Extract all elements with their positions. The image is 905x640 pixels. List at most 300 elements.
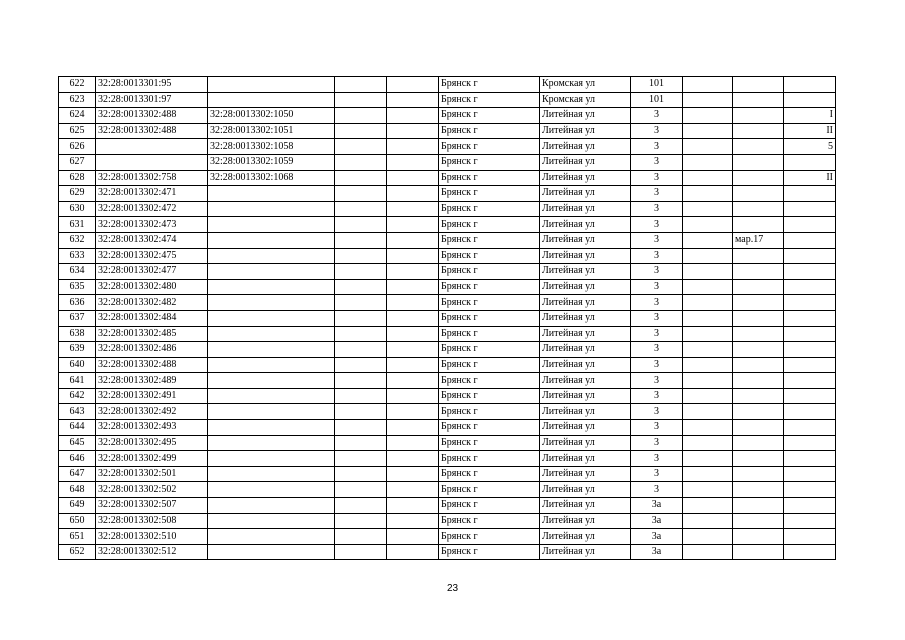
table-row bbox=[59, 342, 836, 358]
cell-row-number: 652 bbox=[59, 544, 96, 560]
cell-sub-cadastral-number bbox=[208, 513, 335, 529]
cell-sub-cadastral-number bbox=[208, 232, 335, 248]
cell-empty-col-b bbox=[387, 217, 439, 233]
cell-row-number: 637 bbox=[59, 310, 96, 326]
cell-street: Литейная ул bbox=[540, 342, 631, 358]
cell-city: Брянск г bbox=[439, 482, 540, 498]
cell-row-number: 625 bbox=[59, 123, 96, 139]
table-row bbox=[59, 388, 836, 404]
cell-building bbox=[683, 201, 733, 217]
cell-building bbox=[683, 513, 733, 529]
cell-building bbox=[683, 154, 733, 170]
cell-empty-col-b bbox=[387, 420, 439, 436]
cell-row-number: 626 bbox=[59, 139, 96, 155]
cell-building bbox=[683, 326, 733, 342]
cell-empty-col-a bbox=[335, 435, 387, 451]
cell-empty-col-b bbox=[387, 123, 439, 139]
table-row bbox=[59, 232, 836, 248]
cell-cadastral-number bbox=[96, 154, 208, 170]
cell-row-number: 624 bbox=[59, 108, 96, 124]
cell-apartment bbox=[733, 482, 784, 498]
cell-cadastral-number: 32:28:0013302:482 bbox=[96, 295, 208, 311]
cell-apartment bbox=[733, 342, 784, 358]
page-number: 23 bbox=[446, 583, 459, 594]
cell-sub-cadastral-number bbox=[208, 388, 335, 404]
cell-sub-cadastral-number bbox=[208, 357, 335, 373]
cell-sub-cadastral-number bbox=[208, 529, 335, 545]
cell-apartment bbox=[733, 295, 784, 311]
cell-house-number: 3 bbox=[631, 170, 683, 186]
cell-empty-col-b bbox=[387, 373, 439, 389]
cell-cadastral-number: 32:28:0013302:480 bbox=[96, 279, 208, 295]
cell-sub-cadastral-number bbox=[208, 310, 335, 326]
cell-empty-col-b bbox=[387, 77, 439, 93]
cell-empty-col-a bbox=[335, 529, 387, 545]
cell-house-number: 3 bbox=[631, 326, 683, 342]
cell-cadastral-number: 32:28:0013302:499 bbox=[96, 451, 208, 467]
cell-city: Брянск г bbox=[439, 435, 540, 451]
cell-house-number: 101 bbox=[631, 92, 683, 108]
cell-cadastral-number: 32:28:0013302:486 bbox=[96, 342, 208, 358]
table-row bbox=[59, 373, 836, 389]
cell-empty-col-a bbox=[335, 513, 387, 529]
cell-row-number: 650 bbox=[59, 513, 96, 529]
cell-street: Литейная ул bbox=[540, 310, 631, 326]
cell-house-number: 3 bbox=[631, 388, 683, 404]
cell-street: Литейная ул bbox=[540, 170, 631, 186]
cell-street: Литейная ул bbox=[540, 279, 631, 295]
cell-cadastral-number: 32:28:0013302:758 bbox=[96, 170, 208, 186]
cell-apartment bbox=[733, 420, 784, 436]
cell-empty-col-a bbox=[335, 295, 387, 311]
cell-building bbox=[683, 357, 733, 373]
cell-sub-cadastral-number bbox=[208, 420, 335, 436]
cell-city: Брянск г bbox=[439, 264, 540, 280]
cell-apartment bbox=[733, 279, 784, 295]
cell-empty-col-b bbox=[387, 154, 439, 170]
cell-empty-col-a bbox=[335, 154, 387, 170]
cell-empty-col-b bbox=[387, 170, 439, 186]
cell-premises: II bbox=[784, 123, 836, 139]
cell-sub-cadastral-number bbox=[208, 482, 335, 498]
cell-house-number: 3 bbox=[631, 310, 683, 326]
table-row bbox=[59, 420, 836, 436]
cell-building bbox=[683, 388, 733, 404]
cell-sub-cadastral-number bbox=[208, 373, 335, 389]
cell-empty-col-b bbox=[387, 295, 439, 311]
table-row bbox=[59, 404, 836, 420]
cell-house-number: 3 bbox=[631, 232, 683, 248]
cell-street: Кромская ул bbox=[540, 92, 631, 108]
cell-street: Литейная ул bbox=[540, 513, 631, 529]
cell-city: Брянск г bbox=[439, 466, 540, 482]
cell-apartment bbox=[733, 513, 784, 529]
cell-street: Литейная ул bbox=[540, 139, 631, 155]
cell-city: Брянск г bbox=[439, 513, 540, 529]
cell-house-number: 3 bbox=[631, 186, 683, 202]
cell-street: Литейная ул bbox=[540, 451, 631, 467]
cell-city: Брянск г bbox=[439, 154, 540, 170]
cell-apartment bbox=[733, 123, 784, 139]
cell-street: Литейная ул bbox=[540, 217, 631, 233]
cell-empty-col-b bbox=[387, 466, 439, 482]
cell-building bbox=[683, 77, 733, 93]
cell-empty-col-a bbox=[335, 248, 387, 264]
cell-street: Литейная ул bbox=[540, 498, 631, 514]
cell-empty-col-a bbox=[335, 186, 387, 202]
cell-cadastral-number: 32:28:0013302:493 bbox=[96, 420, 208, 436]
table-row bbox=[59, 201, 836, 217]
cell-apartment bbox=[733, 248, 784, 264]
cell-building bbox=[683, 170, 733, 186]
cell-sub-cadastral-number bbox=[208, 435, 335, 451]
cell-empty-col-a bbox=[335, 326, 387, 342]
cell-sub-cadastral-number: 32:28:0013302:1050 bbox=[208, 108, 335, 124]
cell-empty-col-a bbox=[335, 373, 387, 389]
cell-row-number: 633 bbox=[59, 248, 96, 264]
cell-street: Литейная ул bbox=[540, 435, 631, 451]
cell-city: Брянск г bbox=[439, 544, 540, 560]
cell-premises bbox=[784, 248, 836, 264]
cell-house-number: 3 bbox=[631, 108, 683, 124]
cell-cadastral-number: 32:28:0013302:489 bbox=[96, 373, 208, 389]
cell-row-number: 627 bbox=[59, 154, 96, 170]
cell-city: Брянск г bbox=[439, 77, 540, 93]
table-row bbox=[59, 498, 836, 514]
cell-house-number: 3 bbox=[631, 420, 683, 436]
cell-premises bbox=[784, 217, 836, 233]
cell-city: Брянск г bbox=[439, 248, 540, 264]
table-body bbox=[59, 77, 836, 560]
cell-street: Литейная ул bbox=[540, 108, 631, 124]
cell-building bbox=[683, 139, 733, 155]
cell-house-number: 3а bbox=[631, 498, 683, 514]
cell-empty-col-b bbox=[387, 201, 439, 217]
cell-empty-col-a bbox=[335, 264, 387, 280]
cell-building bbox=[683, 92, 733, 108]
property-register-table bbox=[58, 76, 836, 560]
cell-house-number: 3 bbox=[631, 139, 683, 155]
cell-premises bbox=[784, 186, 836, 202]
cell-apartment bbox=[733, 264, 784, 280]
cell-building bbox=[683, 217, 733, 233]
cell-sub-cadastral-number: 32:28:0013302:1058 bbox=[208, 139, 335, 155]
cell-empty-col-a bbox=[335, 482, 387, 498]
cell-street: Литейная ул bbox=[540, 482, 631, 498]
cell-sub-cadastral-number: 32:28:0013302:1051 bbox=[208, 123, 335, 139]
cell-building bbox=[683, 498, 733, 514]
cell-cadastral-number: 32:28:0013302:501 bbox=[96, 466, 208, 482]
table-row bbox=[59, 482, 836, 498]
cell-premises bbox=[784, 310, 836, 326]
cell-apartment bbox=[733, 466, 784, 482]
cell-cadastral-number: 32:28:0013302:484 bbox=[96, 310, 208, 326]
table-row bbox=[59, 170, 836, 186]
cell-cadastral-number bbox=[96, 139, 208, 155]
table-row bbox=[59, 451, 836, 467]
cell-building bbox=[683, 544, 733, 560]
table-row bbox=[59, 466, 836, 482]
cell-row-number: 631 bbox=[59, 217, 96, 233]
cell-cadastral-number: 32:28:0013302:488 bbox=[96, 123, 208, 139]
cell-building bbox=[683, 420, 733, 436]
cell-building bbox=[683, 373, 733, 389]
table-row bbox=[59, 186, 836, 202]
cell-house-number: 3 bbox=[631, 123, 683, 139]
cell-premises bbox=[784, 201, 836, 217]
cell-apartment bbox=[733, 451, 784, 467]
cell-house-number: 3а bbox=[631, 529, 683, 545]
cell-cadastral-number: 32:28:0013302:473 bbox=[96, 217, 208, 233]
cell-empty-col-b bbox=[387, 342, 439, 358]
table-row bbox=[59, 544, 836, 560]
cell-premises bbox=[784, 420, 836, 436]
cell-city: Брянск г bbox=[439, 420, 540, 436]
cell-city: Брянск г bbox=[439, 170, 540, 186]
cell-city: Брянск г bbox=[439, 498, 540, 514]
cell-empty-col-b bbox=[387, 482, 439, 498]
cell-apartment bbox=[733, 326, 784, 342]
table-row bbox=[59, 357, 836, 373]
cell-city: Брянск г bbox=[439, 295, 540, 311]
cell-empty-col-a bbox=[335, 232, 387, 248]
cell-empty-col-b bbox=[387, 232, 439, 248]
cell-row-number: 628 bbox=[59, 170, 96, 186]
cell-cadastral-number: 32:28:0013302:474 bbox=[96, 232, 208, 248]
cell-city: Брянск г bbox=[439, 529, 540, 545]
cell-row-number: 636 bbox=[59, 295, 96, 311]
cell-empty-col-b bbox=[387, 357, 439, 373]
cell-apartment bbox=[733, 357, 784, 373]
table-row bbox=[59, 139, 836, 155]
cell-house-number: 101 bbox=[631, 77, 683, 93]
cell-city: Брянск г bbox=[439, 123, 540, 139]
cell-premises: I bbox=[784, 108, 836, 124]
cell-cadastral-number: 32:28:0013302:488 bbox=[96, 357, 208, 373]
cell-street: Литейная ул bbox=[540, 529, 631, 545]
cell-empty-col-a bbox=[335, 498, 387, 514]
cell-empty-col-a bbox=[335, 357, 387, 373]
table-row bbox=[59, 310, 836, 326]
cell-sub-cadastral-number bbox=[208, 77, 335, 93]
cell-city: Брянск г bbox=[439, 108, 540, 124]
cell-street: Кромская ул bbox=[540, 77, 631, 93]
cell-premises bbox=[784, 77, 836, 93]
cell-empty-col-b bbox=[387, 139, 439, 155]
cell-city: Брянск г bbox=[439, 310, 540, 326]
cell-street: Литейная ул bbox=[540, 201, 631, 217]
table-row bbox=[59, 92, 836, 108]
cell-sub-cadastral-number bbox=[208, 342, 335, 358]
cell-row-number: 641 bbox=[59, 373, 96, 389]
cell-sub-cadastral-number bbox=[208, 92, 335, 108]
cell-apartment bbox=[733, 170, 784, 186]
cell-premises bbox=[784, 279, 836, 295]
cell-building bbox=[683, 342, 733, 358]
cell-city: Брянск г bbox=[439, 404, 540, 420]
cell-row-number: 651 bbox=[59, 529, 96, 545]
cell-house-number: 3 bbox=[631, 217, 683, 233]
cell-cadastral-number: 32:28:0013302:502 bbox=[96, 482, 208, 498]
cell-sub-cadastral-number bbox=[208, 201, 335, 217]
cell-empty-col-b bbox=[387, 108, 439, 124]
cell-empty-col-b bbox=[387, 264, 439, 280]
cell-house-number: 3 bbox=[631, 482, 683, 498]
cell-city: Брянск г bbox=[439, 326, 540, 342]
cell-building bbox=[683, 248, 733, 264]
cell-empty-col-a bbox=[335, 466, 387, 482]
cell-building bbox=[683, 295, 733, 311]
cell-street: Литейная ул bbox=[540, 544, 631, 560]
cell-sub-cadastral-number bbox=[208, 451, 335, 467]
table-row bbox=[59, 123, 836, 139]
cell-premises bbox=[784, 482, 836, 498]
table-row bbox=[59, 154, 836, 170]
table-row bbox=[59, 513, 836, 529]
cell-empty-col-b bbox=[387, 92, 439, 108]
cell-city: Брянск г bbox=[439, 357, 540, 373]
cell-cadastral-number: 32:28:0013302:471 bbox=[96, 186, 208, 202]
cell-street: Литейная ул bbox=[540, 248, 631, 264]
cell-apartment: мар.17 bbox=[733, 232, 784, 248]
cell-premises bbox=[784, 264, 836, 280]
cell-cadastral-number: 32:28:0013302:488 bbox=[96, 108, 208, 124]
cell-premises: II bbox=[784, 170, 836, 186]
cell-apartment bbox=[733, 217, 784, 233]
cell-row-number: 642 bbox=[59, 388, 96, 404]
cell-city: Брянск г bbox=[439, 217, 540, 233]
cell-house-number: 3 bbox=[631, 466, 683, 482]
cell-street: Литейная ул bbox=[540, 326, 631, 342]
cell-house-number: 3 bbox=[631, 342, 683, 358]
cell-city: Брянск г bbox=[439, 279, 540, 295]
cell-apartment bbox=[733, 404, 784, 420]
table-row bbox=[59, 77, 836, 93]
cell-sub-cadastral-number bbox=[208, 248, 335, 264]
table-row bbox=[59, 529, 836, 545]
cell-house-number: 3 bbox=[631, 248, 683, 264]
cell-empty-col-b bbox=[387, 326, 439, 342]
cell-city: Брянск г bbox=[439, 451, 540, 467]
cell-cadastral-number: 32:28:0013302:475 bbox=[96, 248, 208, 264]
cell-premises bbox=[784, 435, 836, 451]
cell-sub-cadastral-number bbox=[208, 326, 335, 342]
cell-apartment bbox=[733, 201, 784, 217]
cell-building bbox=[683, 482, 733, 498]
cell-house-number: 3 bbox=[631, 451, 683, 467]
cell-empty-col-b bbox=[387, 498, 439, 514]
table-row bbox=[59, 217, 836, 233]
cell-empty-col-a bbox=[335, 310, 387, 326]
cell-street: Литейная ул bbox=[540, 264, 631, 280]
cell-empty-col-a bbox=[335, 201, 387, 217]
cell-apartment bbox=[733, 139, 784, 155]
cell-apartment bbox=[733, 388, 784, 404]
cell-apartment bbox=[733, 435, 784, 451]
cell-empty-col-a bbox=[335, 123, 387, 139]
cell-city: Брянск г bbox=[439, 139, 540, 155]
cell-apartment bbox=[733, 529, 784, 545]
cell-row-number: 644 bbox=[59, 420, 96, 436]
cell-row-number: 630 bbox=[59, 201, 96, 217]
cell-row-number: 648 bbox=[59, 482, 96, 498]
cell-row-number: 634 bbox=[59, 264, 96, 280]
cell-street: Литейная ул bbox=[540, 373, 631, 389]
cell-row-number: 646 bbox=[59, 451, 96, 467]
cell-building bbox=[683, 264, 733, 280]
cell-premises bbox=[784, 513, 836, 529]
cell-building bbox=[683, 123, 733, 139]
cell-cadastral-number: 32:28:0013301:97 bbox=[96, 92, 208, 108]
cell-empty-col-a bbox=[335, 170, 387, 186]
cell-street: Литейная ул bbox=[540, 232, 631, 248]
cell-building bbox=[683, 466, 733, 482]
cell-building bbox=[683, 186, 733, 202]
cell-city: Брянск г bbox=[439, 232, 540, 248]
cell-premises bbox=[784, 529, 836, 545]
cell-empty-col-a bbox=[335, 342, 387, 358]
cell-sub-cadastral-number bbox=[208, 295, 335, 311]
cell-cadastral-number: 32:28:0013302:508 bbox=[96, 513, 208, 529]
cell-sub-cadastral-number bbox=[208, 404, 335, 420]
cell-sub-cadastral-number bbox=[208, 466, 335, 482]
cell-premises bbox=[784, 404, 836, 420]
cell-apartment bbox=[733, 108, 784, 124]
cell-empty-col-b bbox=[387, 513, 439, 529]
cell-building bbox=[683, 529, 733, 545]
cell-street: Литейная ул bbox=[540, 404, 631, 420]
cell-empty-col-b bbox=[387, 388, 439, 404]
cell-row-number: 629 bbox=[59, 186, 96, 202]
cell-apartment bbox=[733, 373, 784, 389]
cell-street: Литейная ул bbox=[540, 357, 631, 373]
cell-house-number: 3 bbox=[631, 279, 683, 295]
table-row bbox=[59, 248, 836, 264]
table-row bbox=[59, 264, 836, 280]
cell-cadastral-number: 32:28:0013302:485 bbox=[96, 326, 208, 342]
cell-street: Литейная ул bbox=[540, 466, 631, 482]
cell-premises bbox=[784, 466, 836, 482]
cell-sub-cadastral-number bbox=[208, 279, 335, 295]
cell-sub-cadastral-number bbox=[208, 217, 335, 233]
cell-premises bbox=[784, 326, 836, 342]
cell-row-number: 649 bbox=[59, 498, 96, 514]
cell-house-number: 3 bbox=[631, 357, 683, 373]
cell-house-number: 3 bbox=[631, 295, 683, 311]
cell-street: Литейная ул bbox=[540, 420, 631, 436]
cell-premises bbox=[784, 451, 836, 467]
cell-premises bbox=[784, 295, 836, 311]
cell-premises bbox=[784, 92, 836, 108]
cell-row-number: 647 bbox=[59, 466, 96, 482]
cell-empty-col-b bbox=[387, 544, 439, 560]
cell-empty-col-b bbox=[387, 310, 439, 326]
cell-empty-col-a bbox=[335, 77, 387, 93]
cell-row-number: 645 bbox=[59, 435, 96, 451]
cell-empty-col-b bbox=[387, 435, 439, 451]
cell-city: Брянск г bbox=[439, 186, 540, 202]
cell-row-number: 635 bbox=[59, 279, 96, 295]
cell-sub-cadastral-number bbox=[208, 186, 335, 202]
cell-apartment bbox=[733, 154, 784, 170]
table-row bbox=[59, 279, 836, 295]
cell-row-number: 623 bbox=[59, 92, 96, 108]
cell-empty-col-b bbox=[387, 404, 439, 420]
cell-house-number: 3 bbox=[631, 373, 683, 389]
cell-sub-cadastral-number bbox=[208, 544, 335, 560]
cell-building bbox=[683, 108, 733, 124]
cell-empty-col-b bbox=[387, 529, 439, 545]
